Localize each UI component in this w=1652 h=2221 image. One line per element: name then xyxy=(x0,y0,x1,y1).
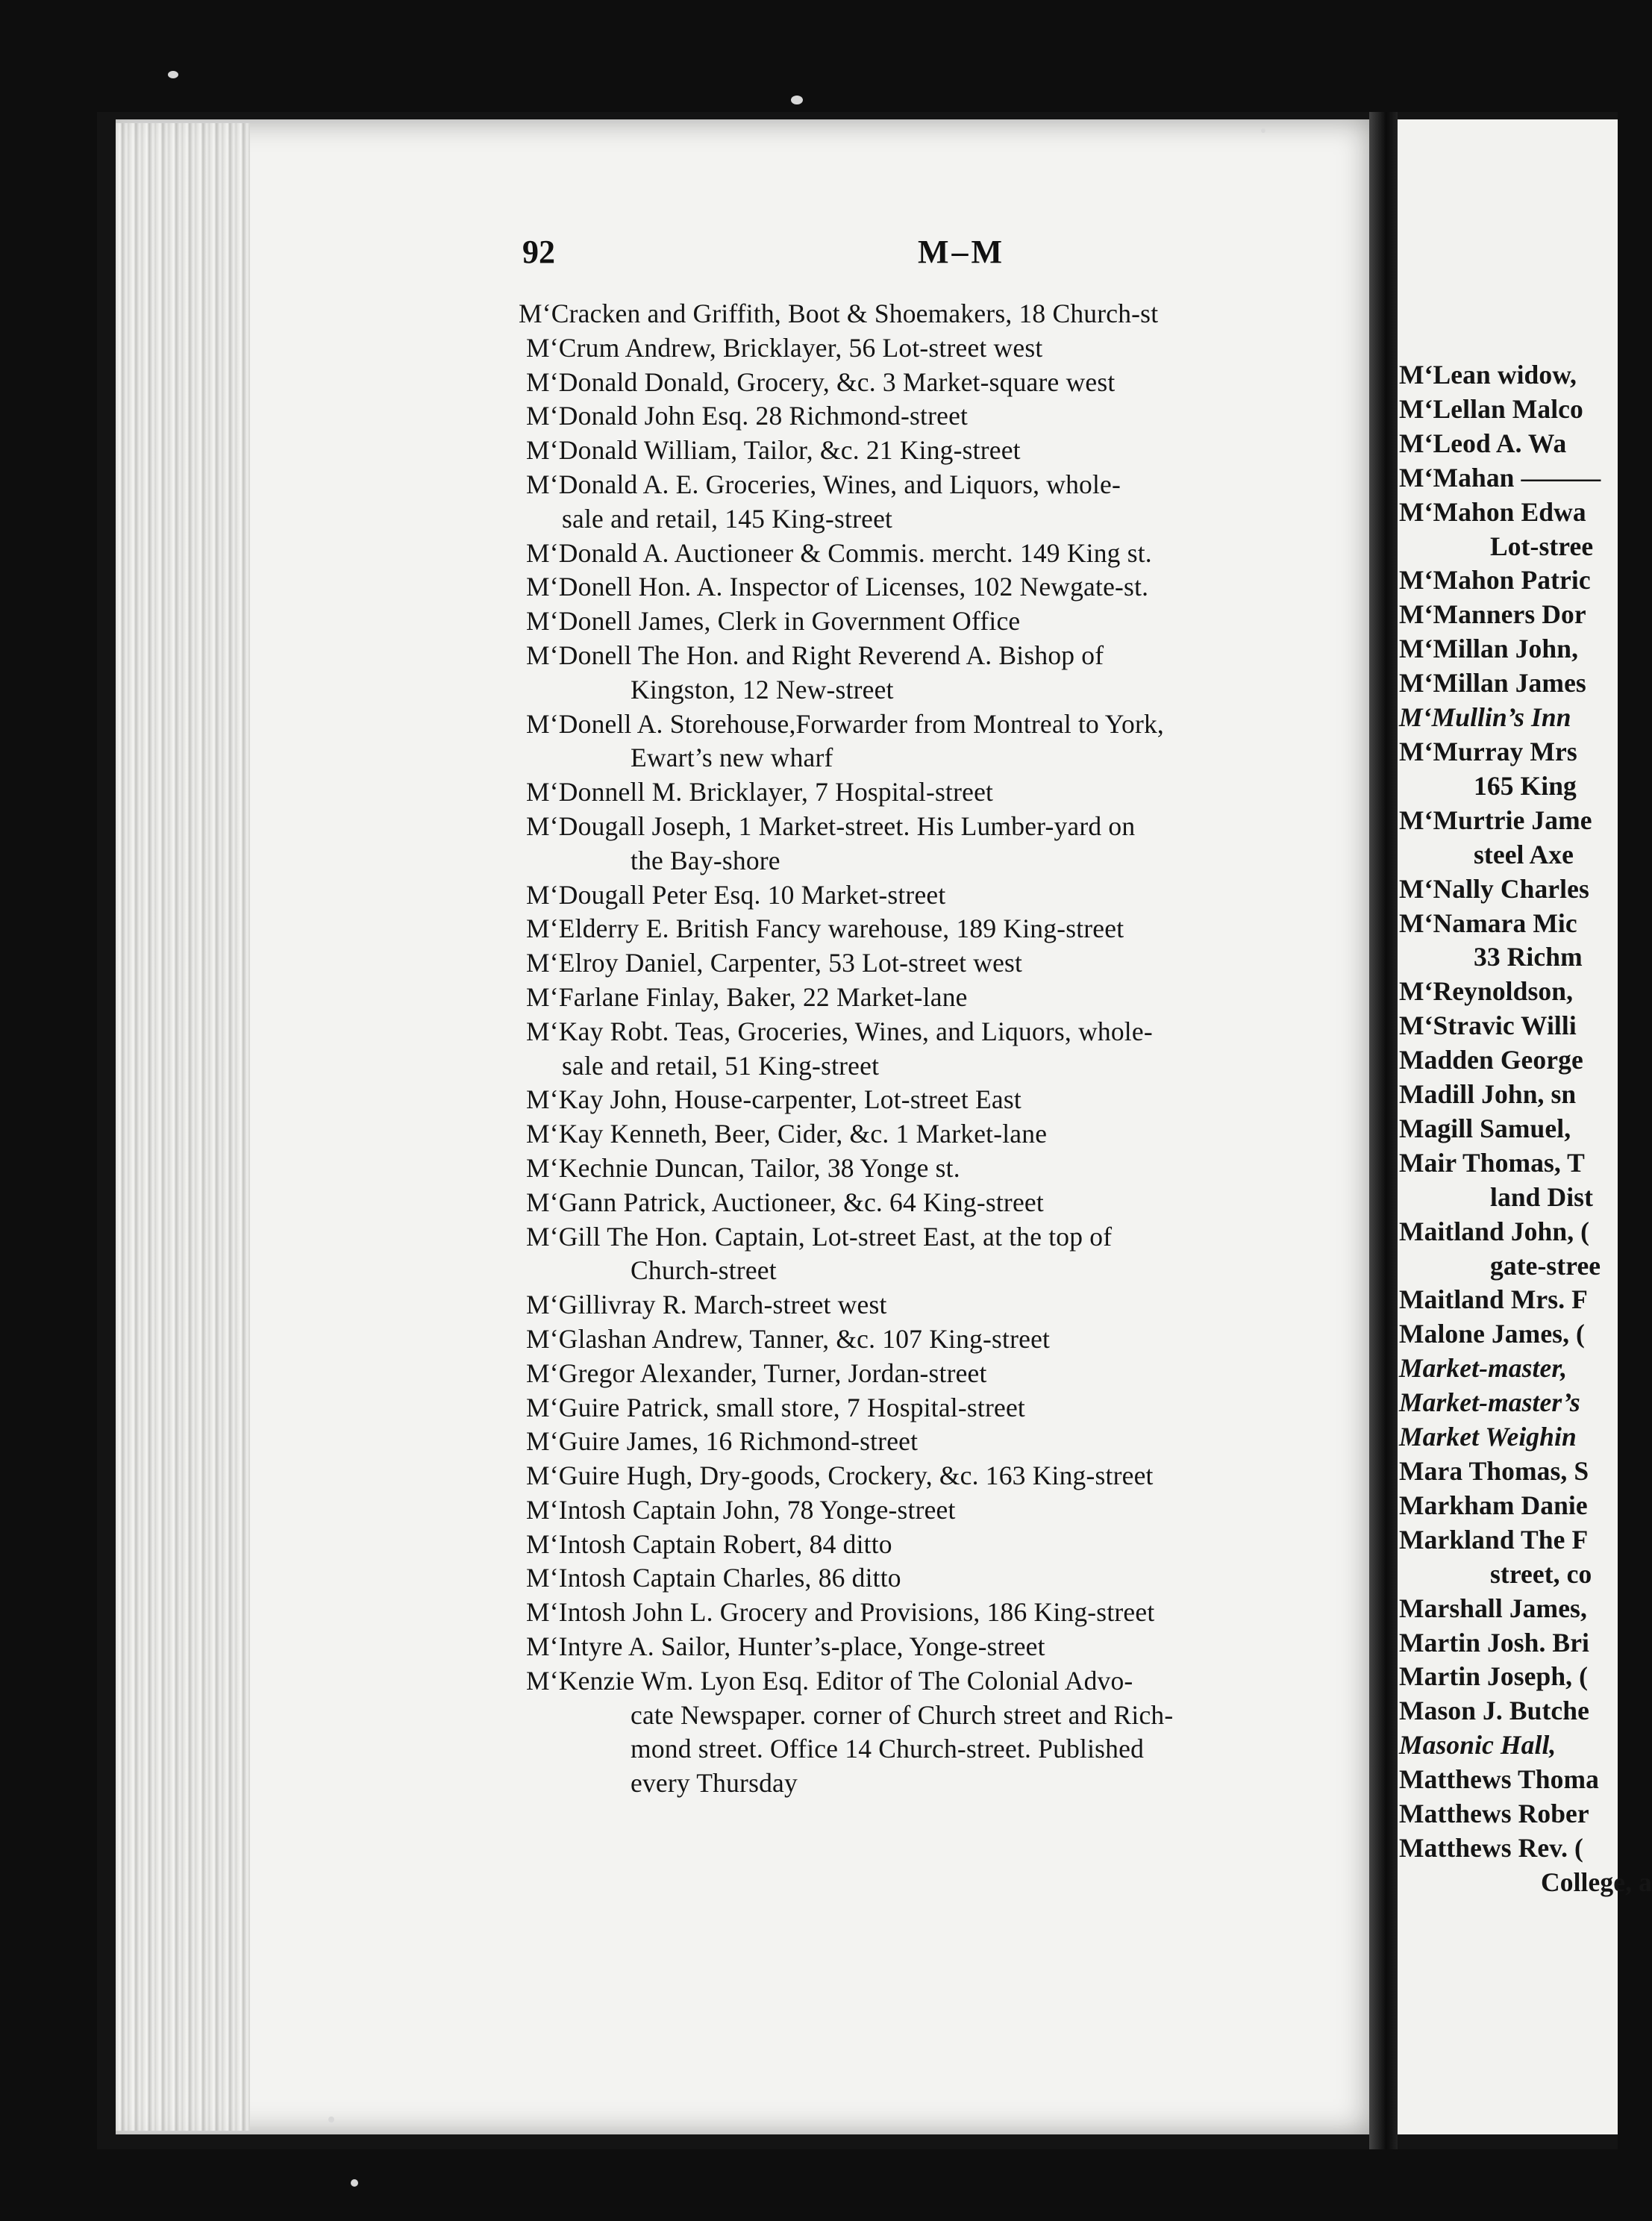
directory-entry: M‘Gillivray R. March-street west xyxy=(526,1290,887,1320)
directory-entry: M‘Donell The Hon. and Right Reverend A. Bishop of xyxy=(526,640,1104,670)
entry-continuation: sale and retail, 145 King-street xyxy=(562,503,893,534)
directory-entry: M‘Glashan Andrew, Tanner, &c. 107 King-street xyxy=(526,1323,1051,1354)
entry-continuation: Kingston, 12 New-street xyxy=(631,674,894,705)
directory-entries-left xyxy=(519,297,1369,1801)
directory-entry-partial: Matthews Rev. ( xyxy=(1399,1832,1583,1863)
directory-entry-partial: M‘Manners Dor xyxy=(1399,599,1586,630)
directory-entry: M‘Dougall Peter Esq. 10 Market-street xyxy=(526,879,946,910)
directory-entry: M‘Gann Patrick, Auctioneer, &c. 64 King-street xyxy=(526,1187,1044,1217)
directory-entry-partial: Mara Thomas, S xyxy=(1399,1456,1589,1486)
directory-entry-partial: Masonic Hall, xyxy=(1399,1730,1556,1761)
directory-entry: M‘Intosh John L. Grocery and Provisions, 186 King-street xyxy=(526,1597,1155,1628)
book-gutter xyxy=(1369,112,1398,2149)
directory-entry-partial: Matthews Thoma xyxy=(1399,1764,1599,1795)
directory-entry-partial: M‘Millan John, xyxy=(1399,634,1579,664)
directory-entry-partial: Maitland Mrs. F xyxy=(1399,1284,1588,1315)
dust-speck xyxy=(168,71,178,78)
directory-entry-partial: Markland The F xyxy=(1399,1524,1589,1555)
directory-entry-partial: M‘Namara Mic xyxy=(1399,908,1577,938)
directory-entry: M‘Intosh Captain John, 78 Yonge-street xyxy=(526,1494,956,1525)
directory-entry-partial: Market-master’s xyxy=(1399,1387,1580,1418)
directory-entry-partial: M‘Mahon Edwa xyxy=(1399,496,1586,527)
entry-continuation: Church-street xyxy=(631,1255,777,1286)
dust-speck xyxy=(1261,128,1265,133)
directory-entry-partial: Lot-stree xyxy=(1490,531,1594,561)
directory-entry-partial: Martin Josh. Bri xyxy=(1399,1627,1590,1658)
directory-entry: M‘Elroy Daniel, Carpenter, 53 Lot-street west xyxy=(526,948,1023,978)
directory-entry: M‘Kechnie Duncan, Tailor, 38 Yonge st. xyxy=(526,1152,960,1183)
directory-entry-partial: gate-stree xyxy=(1490,1250,1601,1281)
directory-entry-partial: M‘Mahan ——— xyxy=(1399,462,1601,493)
directory-entries-right xyxy=(1399,358,1652,1900)
dust-speck xyxy=(351,2179,358,2187)
directory-entry-partial: Mason J. Butche xyxy=(1399,1696,1589,1726)
directory-entry-partial: Marshall James, xyxy=(1399,1593,1587,1623)
directory-entry: M‘Kay Robt. Teas, Groceries, Wines, and Liquors, whole- xyxy=(526,1016,1153,1046)
directory-entry: M‘Donald William, Tailor, &c. 21 King-street xyxy=(526,435,1021,466)
directory-entry: M‘Guire Hugh, Dry-goods, Crockery, &c. 163 King-street xyxy=(526,1461,1154,1491)
directory-entry-partial: 33 Richm xyxy=(1474,942,1583,972)
directory-entry-partial: Maitland John, ( xyxy=(1399,1216,1590,1246)
directory-entry-partial: M‘Murray Mrs xyxy=(1399,736,1577,766)
directory-entry: M‘Intyre A. Sailor, Hunter’s-place, Yonge-street xyxy=(526,1631,1045,1662)
directory-entry: M‘Donald A. E. Groceries, Wines, and Liquors, whole- xyxy=(526,469,1121,499)
directory-entry-partial: Madill John, sn xyxy=(1399,1079,1577,1110)
directory-entry-partial: M‘Mahon Patric xyxy=(1399,565,1591,596)
entry-continuation: sale and retail, 51 King-street xyxy=(562,1050,880,1081)
running-head: M–M xyxy=(918,234,1006,270)
directory-entry-partial: Malone James, ( xyxy=(1399,1319,1585,1349)
directory-entry-partial: land Dist xyxy=(1490,1181,1594,1212)
directory-entry: M‘Kenzie Wm. Lyon Esq. Editor of The Colonial Advo- xyxy=(526,1665,1133,1696)
page-number: 92 xyxy=(522,234,555,270)
directory-entry: M‘Intosh Captain Robert, 84 ditto xyxy=(526,1528,892,1559)
directory-entry: M‘Donell Hon. A. Inspector of Licenses, 102 Newgate-st. xyxy=(526,572,1149,602)
directory-entry-partial: Market Weighin xyxy=(1399,1422,1577,1452)
directory-entry: M‘Cracken and Griffith, Boot & Shoemakers, 18 Church-st xyxy=(519,299,1159,328)
directory-entry: M‘Donald A. Auctioneer & Commis. mercht. 149 King st. xyxy=(526,537,1152,568)
directory-entry: M‘Kay John, House-carpenter, Lot-street East xyxy=(526,1084,1021,1115)
directory-entry-partial: Martin Joseph, ( xyxy=(1399,1661,1589,1692)
entry-continuation: the Bay-shore xyxy=(631,845,780,875)
directory-entry-partial: M‘Mullin’s Inn xyxy=(1399,702,1571,733)
directory-entry-partial: M‘Lean widow, xyxy=(1399,360,1577,390)
directory-entry: M‘Gill The Hon. Captain, Lot-street East, at the top of xyxy=(526,1221,1113,1252)
directory-entry-partial: Matthews Rober xyxy=(1399,1799,1589,1829)
entry-continuation: cate Newspaper. corner of Church street and Rich- xyxy=(631,1699,1174,1730)
directory-entry-partial: M‘Stravic Willi xyxy=(1399,1010,1577,1041)
directory-entry: M‘Elderry E. British Fancy warehouse, 189 King-street xyxy=(526,913,1124,944)
directory-entry-partial: M‘Lellan Malco xyxy=(1399,393,1583,424)
directory-entry-partial: Mair Thomas, T xyxy=(1399,1147,1585,1178)
directory-entry-partial: M‘Nally Charles xyxy=(1399,873,1589,904)
directory-entry: M‘Donell A. Storehouse,Forwarder from Montreal to York, xyxy=(526,708,1165,739)
directory-entry: M‘Donnell M. Bricklayer, 7 Hospital-street xyxy=(526,777,994,808)
directory-entry-partial: M‘Reynoldson, xyxy=(1399,976,1574,1007)
directory-entry: M‘Kay Kenneth, Beer, Cider, &c. 1 Market-lane xyxy=(526,1119,1048,1149)
dust-speck xyxy=(791,96,803,104)
entry-continuation: every Thursday xyxy=(631,1768,798,1799)
directory-entry-partial: M‘Leod A. Wa xyxy=(1399,428,1567,458)
directory-entry-partial: Markham Danie xyxy=(1399,1490,1588,1520)
directory-entry-partial: 165 King xyxy=(1474,770,1577,801)
directory-entry: M‘Donald Donald, Grocery, &c. 3 Market-square west xyxy=(526,366,1116,397)
directory-entry: M‘Intosh Captain Charles, 86 ditto xyxy=(526,1563,901,1593)
dust-speck xyxy=(328,2117,334,2122)
page-edges xyxy=(116,123,250,2131)
directory-entry-partial: Magill Samuel, xyxy=(1399,1113,1571,1143)
directory-entry-partial: M‘Murtrie Jame xyxy=(1399,805,1592,835)
directory-entry-partial: M‘Millan James xyxy=(1399,668,1586,699)
directory-entry-partial: Market-master, xyxy=(1399,1353,1568,1384)
entry-continuation: mond street. Office 14 Church-street. Published xyxy=(631,1734,1145,1764)
directory-entry: M‘Guire Patrick, small store, 7 Hospital-street xyxy=(526,1392,1025,1422)
directory-entry-partial: street, co xyxy=(1490,1558,1592,1589)
directory-entry: M‘Dougall Joseph, 1 Market-street. His Lumber-yard on xyxy=(526,810,1136,841)
directory-entry-partial: steel Axe xyxy=(1474,839,1574,869)
directory-entry: M‘Crum Andrew, Bricklayer, 56 Lot-street west xyxy=(526,332,1043,363)
directory-entry: M‘Gregor Alexander, Turner, Jordan-street xyxy=(526,1358,987,1388)
directory-entry: M‘Donald John Esq. 28 Richmond-street xyxy=(526,401,969,431)
entry-continuation: Ewart’s new wharf xyxy=(631,743,833,773)
directory-entry-partial: Madden George xyxy=(1399,1045,1583,1075)
directory-entry: M‘Donell James, Clerk in Government Office xyxy=(526,606,1021,637)
directory-entry: M‘Guire James, 16 Richmond-street xyxy=(526,1426,919,1457)
directory-entry: M‘Farlane Finlay, Baker, 22 Market-lane xyxy=(526,981,968,1012)
directory-entry-partial: College, a xyxy=(1541,1867,1652,1897)
